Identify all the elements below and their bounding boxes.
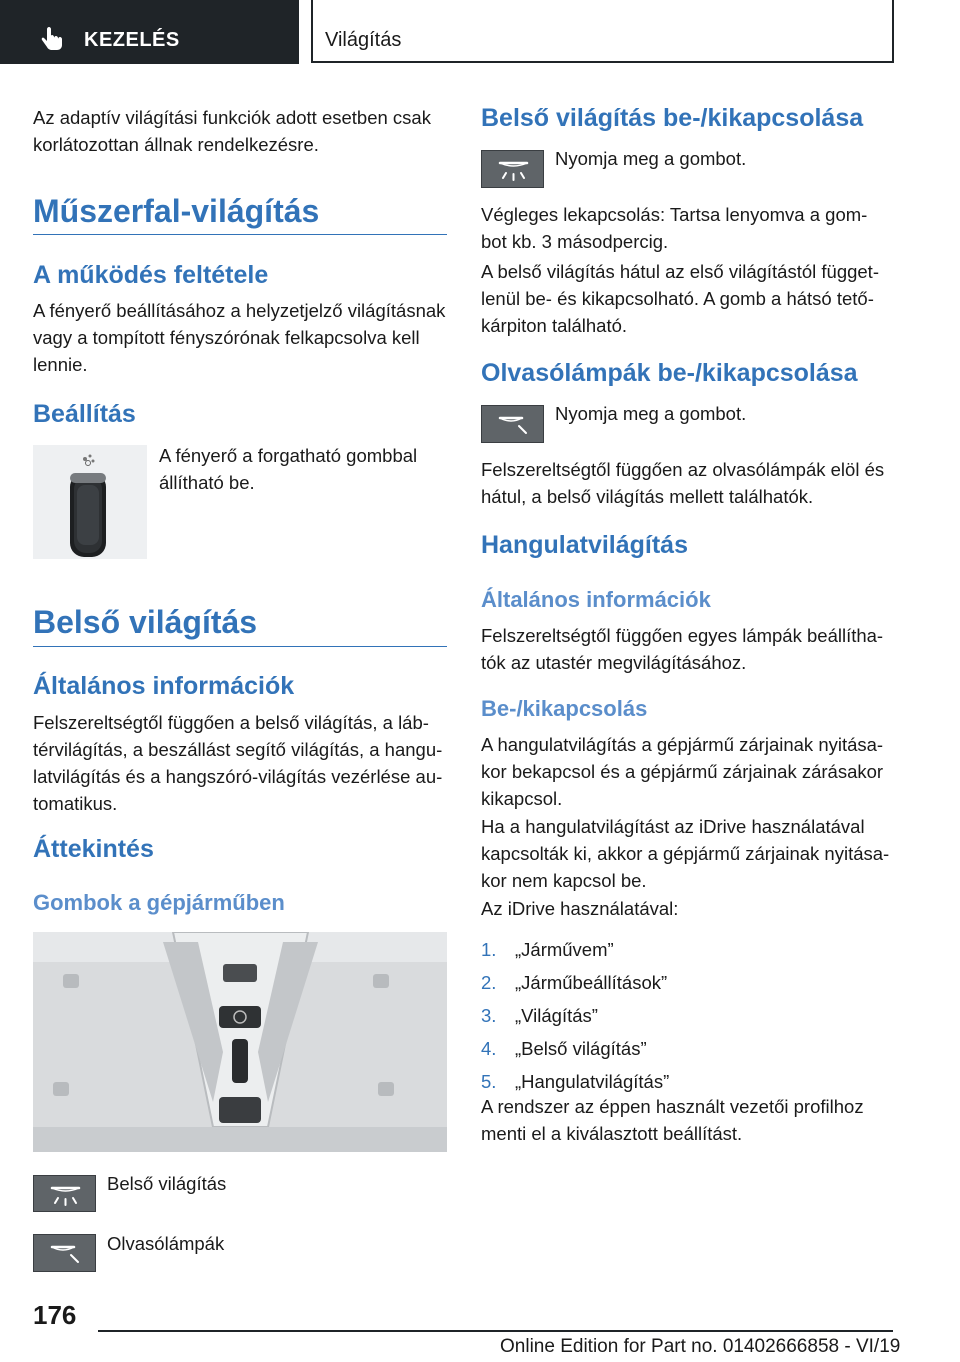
- edition-footer: Online Edition for Part no. 01402666858 - VI/19: [500, 1336, 901, 1357]
- text-line: korlátozottan állnak rendelkezésre.: [33, 134, 319, 155]
- interior-paragraph-1: [481, 201, 867, 255]
- steps-list: [481, 933, 669, 1098]
- step-label: „Belső világítás”: [515, 1038, 647, 1059]
- list-item: [481, 933, 669, 966]
- heading-setting: Beállítás: [33, 400, 136, 428]
- interior-light-button-icon: [481, 150, 544, 188]
- ambient-general-paragraph: [481, 622, 883, 676]
- dimmer-knob-image: [33, 445, 147, 559]
- text-line: Végleges lekapcsolás: Tartsa lenyomva a gom-: [481, 204, 868, 225]
- text-line: kor bekapcsol és a gépjármű zárjainak zárásakor: [481, 761, 884, 782]
- press-button-instruction: Nyomja meg a gombot.: [555, 403, 747, 424]
- reading-light-button-icon: [481, 405, 544, 443]
- text-line: A rendszer az éppen használt vezetői profilhoz: [481, 1096, 864, 1117]
- topic-header: [311, 0, 894, 63]
- text-line: kor nem kapcsol be.: [481, 870, 647, 891]
- text-line: latvilágítás és a hangszóró-világítás vezérlése au-: [33, 766, 443, 787]
- step-number: 2.: [481, 972, 497, 993]
- text-line: bot kb. 3 másodpercig.: [481, 231, 669, 252]
- page-topic: Világítás: [325, 29, 402, 51]
- step-label: „Járművem”: [515, 939, 614, 960]
- list-item: [481, 999, 669, 1032]
- text-line: A belső világítás hátul az első világítástól függet-: [481, 261, 879, 282]
- step-label: „Járműbeállítások”: [515, 972, 668, 993]
- text-line: lenül be- és kikapcsolható. A gomb a hátsó tető-: [481, 288, 874, 309]
- text-line: lennie.: [33, 354, 88, 375]
- text-line: kikapcsol.: [481, 788, 563, 809]
- intro-paragraph: [33, 104, 431, 158]
- pointing-hand-icon: [40, 26, 66, 52]
- step-number: 1.: [481, 939, 497, 960]
- text-line: térvilágítás, a beszállást segítő világítás, a hangu-: [33, 739, 443, 760]
- interior-light-button-icon: [33, 1175, 96, 1212]
- text-line: hátul, a belső világítás mellett találhatók.: [481, 486, 814, 507]
- footer-rule: [98, 1330, 893, 1332]
- overhead-console-image: [33, 932, 447, 1152]
- page-number: 176: [33, 1300, 77, 1330]
- condition-paragraph: [33, 297, 445, 378]
- text-line: tók az utastér megvilágításához.: [481, 652, 747, 673]
- legend-reading-lights: Olvasólámpák: [107, 1233, 225, 1254]
- heading-overview: Áttekintés: [33, 835, 154, 863]
- text-line: Az adaptív világítási funkciók adott esetben csak: [33, 107, 431, 128]
- general-paragraph: [33, 709, 442, 817]
- heading-general-info: Általános információk: [481, 587, 711, 612]
- text-line: Felszereltségtől függően az olvasólámpák elöl és: [481, 459, 885, 480]
- section-label: KEZELÉS: [84, 29, 180, 51]
- legend-interior-lighting: Belső világítás: [107, 1173, 227, 1194]
- text-line: A fényerő a forgatható gombbal: [159, 445, 418, 466]
- heading-reading-light-toggle: Olvasólámpák be-/kikapcsolása: [481, 359, 858, 387]
- text-line: kárpiton található.: [481, 315, 628, 336]
- reading-light-button-icon: [33, 1234, 96, 1272]
- text-line: Felszereltségtől függően egyes lámpák beállítha-: [481, 625, 884, 646]
- interior-paragraph-2: [481, 258, 879, 339]
- text-line: tomatikus.: [33, 793, 118, 814]
- heading-rule: [33, 234, 447, 235]
- step-number: 3.: [481, 1005, 497, 1026]
- step-label: „Hangulatvilágítás”: [515, 1071, 670, 1092]
- text-line: Ha a hangulatvilágítást az iDrive használatával: [481, 816, 865, 837]
- text-line: Felszereltségtől függően a belső világítás, a láb-: [33, 712, 429, 733]
- step-number: 4.: [481, 1038, 497, 1059]
- idrive-intro: Az iDrive használatával:: [481, 898, 679, 919]
- onoff-paragraph: [481, 731, 883, 812]
- idrive-paragraph: [481, 813, 889, 894]
- text-line: A hangulatvilágítás a gépjármű zárjainak nyitása-: [481, 734, 884, 755]
- heading-rule: [33, 646, 447, 647]
- text-line: állítható be.: [159, 472, 255, 493]
- heading-interior-light-toggle: Belső világítás be-/kikapcsolása: [481, 104, 864, 132]
- press-button-instruction: Nyomja meg a gombot.: [555, 148, 747, 169]
- heading-buttons-in-vehicle: Gombok a gépjárműben: [33, 890, 285, 915]
- step-label: „Világítás”: [515, 1005, 598, 1026]
- reading-paragraph: [481, 456, 884, 510]
- list-item: [481, 1032, 669, 1065]
- step-number: 5.: [481, 1071, 497, 1092]
- heading-on-off: Be-/kikapcsolás: [481, 696, 648, 721]
- text-line: vagy a tompított fényszórónak felkapcsolva kell: [33, 327, 420, 348]
- setting-paragraph: [159, 442, 417, 496]
- section-tab: [0, 0, 299, 64]
- heading-dashboard-lighting: Műszerfal-világítás: [33, 193, 320, 229]
- text-line: A fényerő beállításához a helyzetjelző világításnak: [33, 300, 446, 321]
- heading-general-info: Általános információk: [33, 672, 295, 700]
- heading-ambient-lighting: Hangulatvilágítás: [481, 531, 688, 559]
- list-item: [481, 966, 669, 999]
- text-line: menti el a kiválasztott beállítást.: [481, 1123, 743, 1144]
- text-line: kapcsolták ki, akkor a gépjármű zárjainak nyitása-: [481, 843, 890, 864]
- heading-operating-condition: A működés feltétele: [33, 261, 269, 289]
- profile-paragraph: [481, 1093, 864, 1147]
- heading-interior-lighting: Belső világítás: [33, 604, 258, 640]
